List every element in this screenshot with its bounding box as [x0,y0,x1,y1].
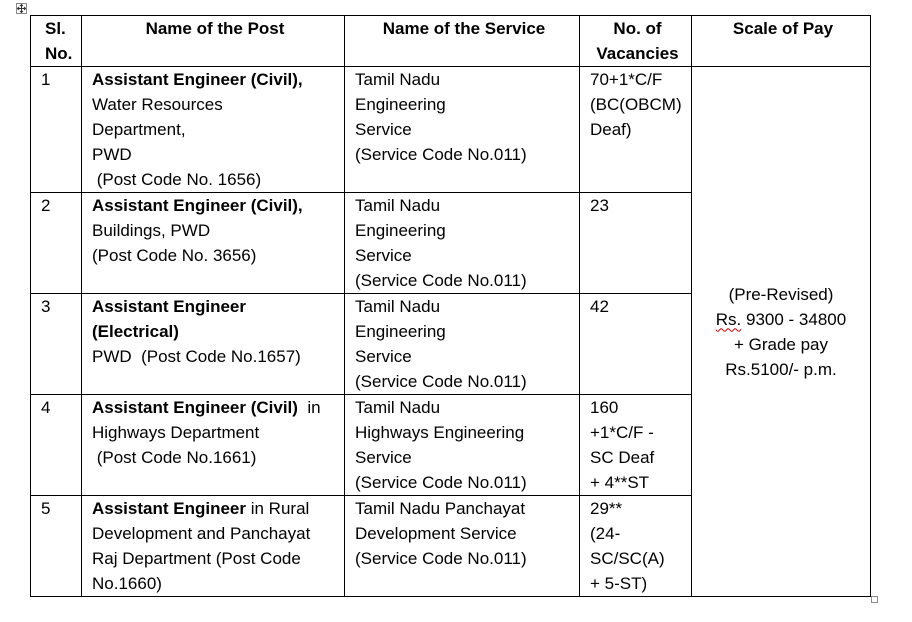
post-line [92,395,338,420]
pay-line: (Pre-Revised) [728,284,834,304]
table-row [31,67,871,193]
cell-service-name [345,496,580,597]
post-line [92,294,338,319]
cell-vacancies-line: 23 [590,196,609,215]
cell-vacancies [580,193,692,294]
post-detail-text: Buildings, PWD [92,221,211,240]
cell-vacancies-line: SC/SC(A) [590,549,665,568]
cell-vacancies-line: (BC(OBCM) [590,95,682,114]
post-line [92,117,338,142]
header-sl-line: Sl. [45,19,66,38]
cell-service-name-line: Tamil Nadu Panchayat [355,499,526,518]
cell-service-name-line: (Service Code No.011) [355,145,527,164]
cell-post-name [82,496,345,597]
header-sl-line: No. [45,44,73,63]
post-detail-text: Water Resources [92,95,223,114]
pay-line: + Grade pay [733,334,829,354]
post-detail-text: (Post Code No. 3656) [92,246,257,265]
post-title-bold: Assistant Engineer (Civil) [92,398,298,417]
four-way-arrow-icon [17,4,26,13]
post-detail-text: in Rural [246,499,310,518]
header-post-name: Name of the Post [82,16,345,67]
cell-sl-no: 5 [31,496,82,597]
cell-service-name-line: Service [355,246,412,265]
cell-vacancies-line: + 5-ST) [590,574,648,593]
table-header-row [31,16,871,67]
cell-post-name [82,395,345,496]
cell-vacancies [580,496,692,597]
cell-post-name [82,193,345,294]
post-detail-text: No.1660) [92,574,162,593]
post-line [92,67,338,92]
post-detail-text: PWD [92,145,132,164]
post-line [92,319,338,344]
cell-service-name-line: Service [355,448,412,467]
post-detail-text: (Post Code No. 1656) [92,170,262,189]
cell-service-name-line: (Service Code No.011) [355,473,527,492]
header-service-name: Name of the Service [345,16,580,67]
cell-service-name [345,395,580,496]
cell-service-name-line: Service [355,347,412,366]
cell-vacancies-line: Deaf) [590,120,632,139]
cell-service-name-line: (Service Code No.011) [355,271,527,290]
cell-vacancies-line: + 4**ST [590,473,650,492]
cell-service-name-line: Tamil Nadu [355,398,441,417]
post-line [92,571,338,596]
cell-sl-no: 3 [31,294,82,395]
post-title-bold: Assistant Engineer [92,297,246,316]
cell-service-name [345,193,580,294]
cell-vacancies-line: SC Deaf [590,448,655,467]
cell-vacancies [580,67,692,193]
post-detail-text: Highways Department [92,423,260,442]
post-title-bold: Assistant Engineer (Civil), [92,70,303,89]
cell-scale-of-pay [692,67,871,597]
table-body [31,67,871,597]
post-detail-text: in [297,398,321,417]
post-line [92,344,338,369]
header-vacancies-line: Vacancies [596,44,679,63]
cell-service-name-line: Highways Engineering [355,423,525,442]
post-title-bold: Assistant Engineer (Civil), [92,196,303,215]
cell-sl-no: 2 [31,193,82,294]
cell-post-name [82,67,345,193]
table-resize-handle[interactable] [871,596,878,603]
post-line [92,420,338,445]
cell-service-name [345,294,580,395]
post-line [92,218,338,243]
pay-line [696,307,866,332]
cell-vacancies [580,294,692,395]
cell-service-name-line: (Service Code No.011) [355,549,527,568]
header-scale-of-pay: Scale of Pay [692,16,871,67]
post-detail-text: PWD (Post Code No.1657) [92,347,301,366]
cell-vacancies [580,395,692,496]
cell-service-name-line: Development Service [355,524,517,543]
posts-table [30,15,871,597]
post-line [92,193,338,218]
pay-line: Rs.5100/- p.m. [725,359,837,379]
cell-sl-no: 1 [31,67,82,193]
post-line [92,243,338,268]
cell-service-name-line: (Service Code No.011) [355,372,527,391]
pay-range: 9300 - 34800 [741,309,847,329]
header-vacancies-line: No. of [613,19,662,38]
cell-sl-no: 4 [31,395,82,496]
post-line [92,445,338,470]
post-title-bold: (Electrical) [92,322,179,341]
post-detail-text: (Post Code No.1661) [92,448,257,467]
cell-service-name-line: Engineering [355,322,446,341]
cell-service-name-line: Tamil Nadu [355,196,441,215]
cell-service-name-line: Engineering [355,221,446,240]
post-title-bold: Assistant Engineer [92,499,246,518]
post-line [92,546,338,571]
post-line [92,521,338,546]
post-line [92,167,338,192]
cell-service-name-line: Service [355,120,412,139]
header-sl-no [31,16,82,67]
post-line [92,142,338,167]
cell-vacancies-line: +1*C/F - [590,423,654,442]
post-detail-text: Development and Panchayat [92,524,311,543]
cell-service-name-line: Tamil Nadu [355,70,441,89]
cell-vacancies-line: 160 [590,398,619,417]
cell-service-name-line: Tamil Nadu [355,297,441,316]
post-detail-text: Department, [92,120,186,139]
cell-vacancies-line: 70+1*C/F [590,70,663,89]
cell-post-name [82,294,345,395]
cell-vacancies-line: (24- [590,524,621,543]
cell-vacancies-line: 29** [590,499,623,518]
pay-rs-prefix: Rs. [715,309,742,329]
cell-service-name-line: Engineering [355,95,446,114]
header-vacancies [580,16,692,67]
table-move-handle-icon[interactable] [16,3,27,14]
post-line [92,92,338,117]
post-detail-text: Raj Department (Post Code [92,549,301,568]
cell-vacancies-line: 42 [590,297,609,316]
post-line [92,496,338,521]
cell-service-name [345,67,580,193]
